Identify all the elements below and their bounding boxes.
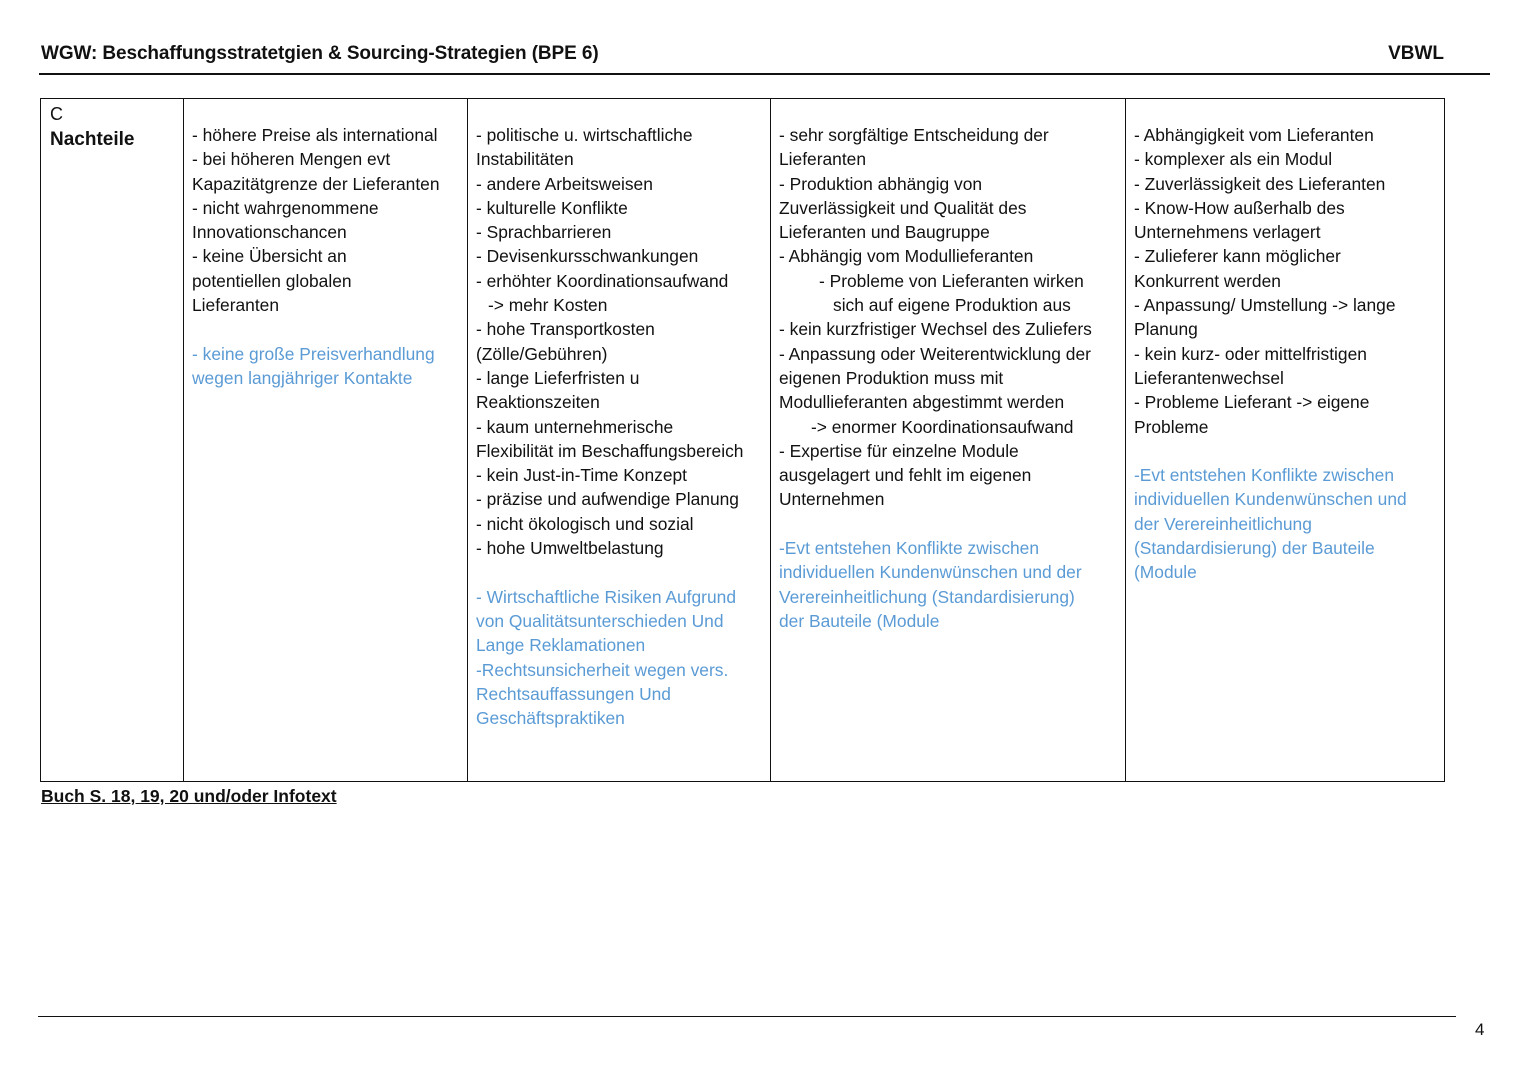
list-item: - Probleme Lieferant -> eigene <box>1134 392 1370 413</box>
list-item: - nicht ökologisch und sozial <box>476 513 694 534</box>
list-item: - kein kurzfristiger Wechsel des Zuliefers <box>779 319 1092 340</box>
disadvantages-table <box>40 98 1445 782</box>
list-item: Lieferanten und Baugruppe <box>779 222 990 243</box>
list-item: Reaktionszeiten <box>476 392 600 413</box>
list-item: - Anpassung oder Weiterentwicklung der <box>779 343 1091 364</box>
list-item: - andere Arbeitsweisen <box>476 173 653 194</box>
list-item: - keine Übersicht an <box>192 246 347 267</box>
list-item: - kein Just-in-Time Konzept <box>476 465 688 486</box>
list-item: - Produktion abhängig von <box>779 173 983 194</box>
list-item: Kapazitätgrenze der Lieferanten <box>192 173 440 194</box>
list-item: - komplexer als ein Modul <box>1134 149 1333 170</box>
list-item: - kein kurz- oder mittelfristigen <box>1134 343 1367 364</box>
note-item: - Wirtschaftliche Risiken Aufgrund <box>476 586 736 607</box>
list-item: - nicht wahrgenommene <box>192 197 379 218</box>
row-letter: C <box>50 104 63 124</box>
source-reference: Buch S. 18, 19, 20 und/oder Infotext <box>41 786 337 806</box>
note-item: von Qualitätsunterschieden Und <box>476 610 724 631</box>
list-item: Unternehmens verlagert <box>1134 222 1321 243</box>
note-item: Lange Reklamationen <box>476 635 646 656</box>
list-item: Lieferanten <box>192 295 280 316</box>
document-title: WGW: Beschaffungsstratetgien & Sourcing-Strategien (BPE 6) <box>41 43 599 64</box>
list-item: - sehr sorgfältige Entscheidung der <box>779 125 1049 145</box>
list-item: - präzise und aufwendige Planung <box>476 489 739 510</box>
list-item: Lieferanten <box>779 149 867 170</box>
list-item: - lange Lieferfristen u <box>476 367 640 388</box>
list-item: - erhöhter Koordinationsaufwand <box>476 270 729 291</box>
list-item: eigenen Produktion muss mit <box>779 367 1004 388</box>
column-cell-4 <box>1126 99 1445 782</box>
note-item: - keine große Preisverhandlung <box>192 343 435 364</box>
list-item: - politische u. wirtschaftliche <box>476 125 693 145</box>
list-item: Unternehmen <box>779 489 885 510</box>
list-item: - Zulieferer kann möglicher <box>1134 246 1341 267</box>
list-item: Konkurrent werden <box>1134 270 1281 291</box>
list-item: - hohe Transportkosten <box>476 319 655 340</box>
list-item: - Anpassung/ Umstellung -> lange <box>1134 295 1396 316</box>
list-item: - Probleme von Lieferanten wirken <box>819 270 1084 291</box>
list-item: - Abhängig vom Modullieferanten <box>779 246 1034 267</box>
list-item: Flexibilität im Beschaffungsbereich <box>476 440 744 461</box>
list-item: -> enormer Koordinationsaufwand <box>811 416 1074 437</box>
note-item: (Module <box>1134 562 1197 583</box>
footer-divider <box>38 1016 1456 1017</box>
list-item: -> mehr Kosten <box>488 295 608 316</box>
note-item: individuellen Kundenwünschen und <box>1134 489 1407 510</box>
list-item: sich auf eigene Produktion aus <box>833 295 1071 316</box>
subject-label: VBWL <box>1388 43 1444 64</box>
note-item: Verereinheitlichung (Standardisierung) <box>779 586 1075 607</box>
list-item: - Expertise für einzelne Module <box>779 440 1019 461</box>
note-item: wegen langjähriger Kontakte <box>192 367 413 388</box>
note-item: der Verereinheitlichung <box>1134 513 1312 534</box>
note-item: der Bauteile (Module <box>779 610 940 631</box>
note-item: -Evt entstehen Konflikte zwischen <box>1134 465 1395 486</box>
column-cell-3 <box>771 99 1126 782</box>
list-item: - Devisenkursschwankungen <box>476 246 699 267</box>
note-item: -Rechtsunsicherheit wegen vers. <box>476 659 729 680</box>
list-item: potentiellen globalen <box>192 270 352 291</box>
page-number: 4 <box>1475 1020 1485 1039</box>
list-item: Instabilitäten <box>476 149 574 170</box>
column-cell-1 <box>184 99 468 782</box>
list-item: ausgelagert und fehlt im eigenen <box>779 465 1032 486</box>
header-divider <box>39 73 1490 75</box>
list-item: Lieferantenwechsel <box>1134 367 1284 388</box>
list-item: - Sprachbarrieren <box>476 222 612 243</box>
list-item: - bei höheren Mengen evt <box>192 149 391 170</box>
list-item: - kaum unternehmerische <box>476 416 674 437</box>
note-item: individuellen Kundenwünschen und der <box>779 562 1082 583</box>
column-cell-2 <box>468 99 771 782</box>
list-item: - Know-How außerhalb des <box>1134 197 1345 218</box>
list-item: Innovationschancen <box>192 222 347 243</box>
table-row <box>41 99 1445 782</box>
list-item: (Zölle/Gebühren) <box>476 343 608 364</box>
row-label-cell <box>41 99 184 782</box>
list-item: Probleme <box>1134 416 1209 437</box>
row-label: Nachteile <box>50 129 135 150</box>
list-item: - Abhängigkeit vom Lieferanten <box>1134 125 1374 145</box>
list-item: - höhere Preise als international <box>192 125 438 145</box>
note-item: (Standardisierung) der Bauteile <box>1134 538 1375 559</box>
list-item: Zuverlässigkeit und Qualität des <box>779 197 1027 218</box>
list-item: - hohe Umweltbelastung <box>476 538 664 559</box>
list-item: Planung <box>1134 319 1198 340</box>
note-item: Rechtsauffassungen Und <box>476 683 671 704</box>
list-item: Modullieferanten abgestimmt werden <box>779 392 1065 413</box>
list-item: - Zuverlässigkeit des Lieferanten <box>1134 173 1386 194</box>
note-item: Geschäftspraktiken <box>476 708 625 729</box>
note-item: -Evt entstehen Konflikte zwischen <box>779 538 1040 559</box>
list-item: - kulturelle Konflikte <box>476 197 628 218</box>
